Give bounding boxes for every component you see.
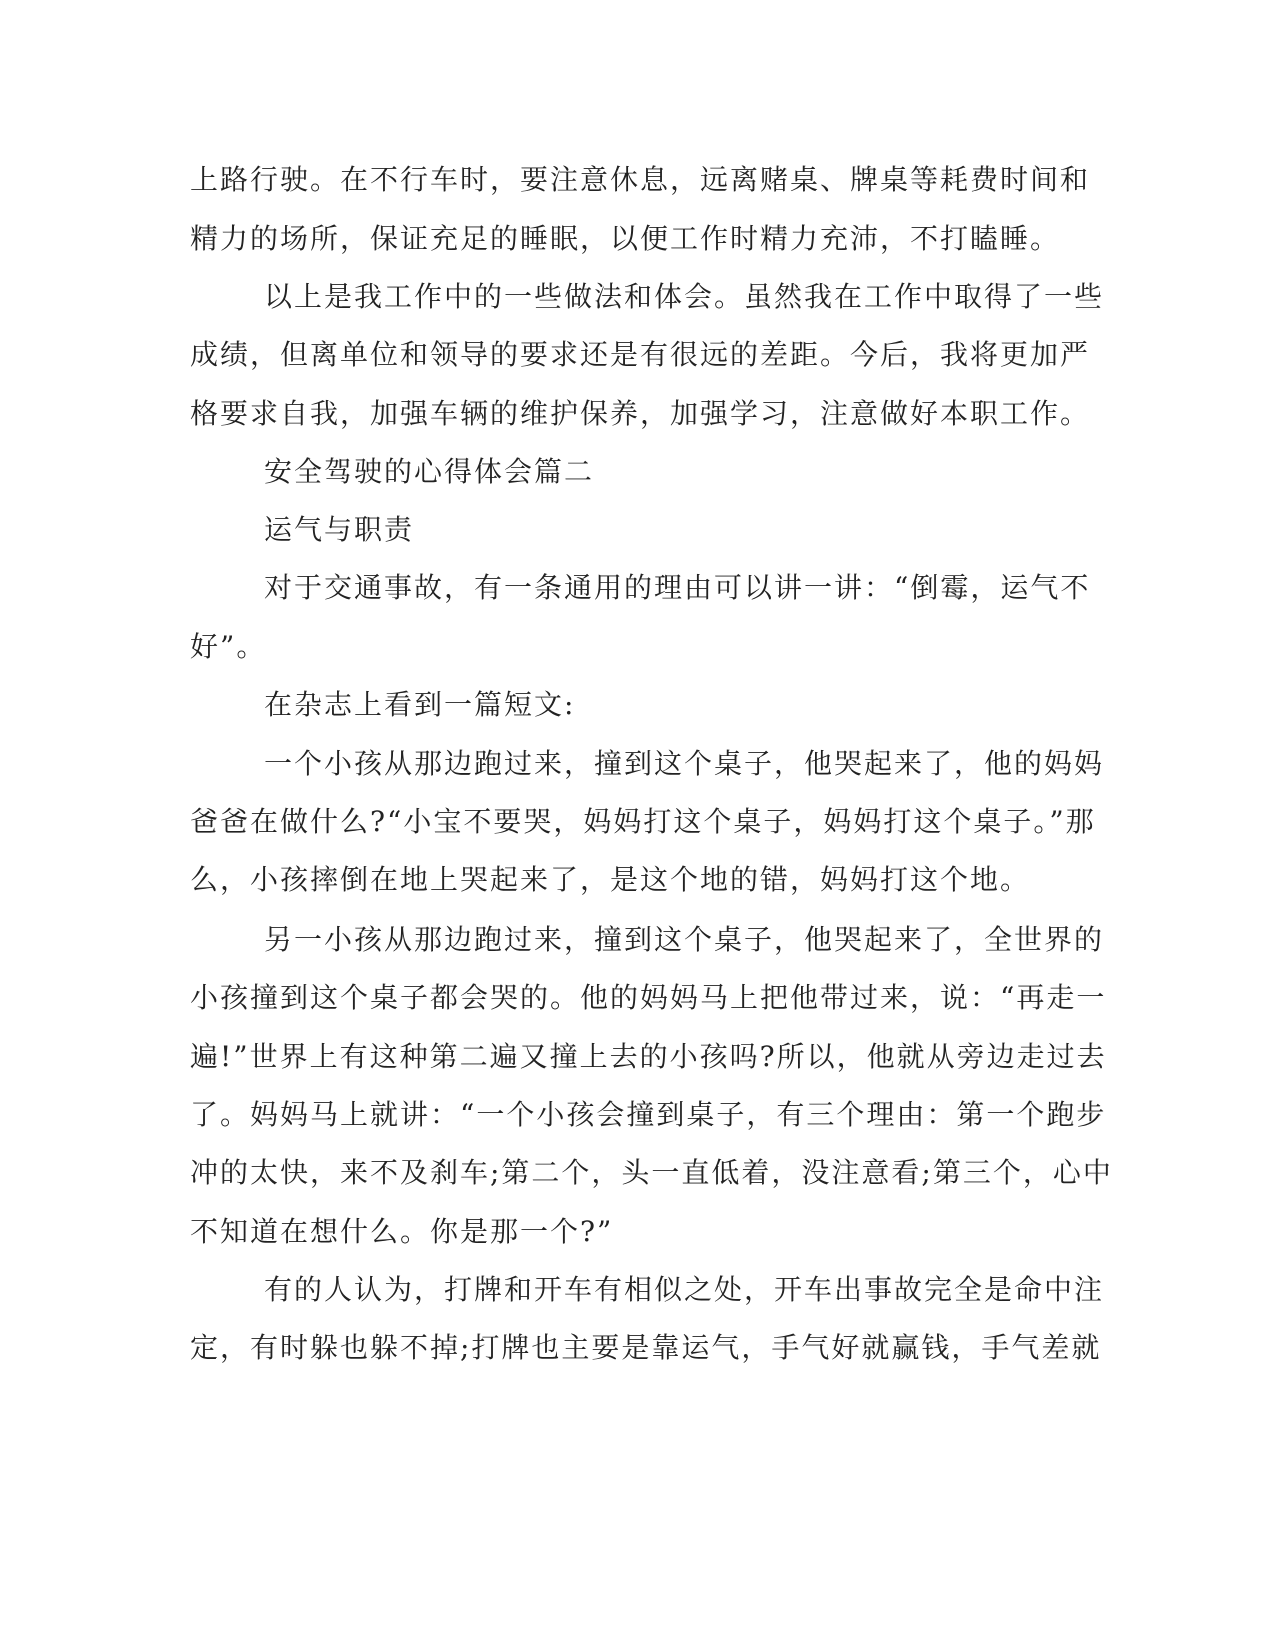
text-line: 成绩，但离单位和领导的要求还是有很远的差距。今后，我将更加严 <box>190 338 1091 371</box>
paragraph-line: 一个小孩从那边跑过来，撞到这个桌子，他哭起来了，他的妈妈 <box>264 747 1105 780</box>
paragraph-line: 另一小孩从那边跑过来，撞到这个桌子，他哭起来了，全世界的 <box>264 923 1105 956</box>
paragraph-line: 以上是我工作中的一些做法和体会。虽然我在工作中取得了一些 <box>264 280 1105 313</box>
text-line: 么，小孩摔倒在地上哭起来了，是这个地的错，妈妈打这个地。 <box>190 863 1031 896</box>
text-line: 格要求自我，加强车辆的维护保养，加强学习，注意做好本职工作。 <box>190 397 1091 430</box>
paragraph-line: 在杂志上看到一篇短文: <box>264 688 576 721</box>
text-line: 爸爸在做什么?“小宝不要哭，妈妈打这个桌子，妈妈打这个桌子。”那 <box>190 805 1096 838</box>
section-subheading: 运气与职责 <box>264 513 415 546</box>
paragraph-line: 有的人认为，打牌和开车有相似之处，开车出事故完全是命中注 <box>264 1273 1105 1306</box>
text-line: 定，有时躲也躲不掉;打牌也主要是靠运气，手气好就赢钱，手气差就 <box>190 1331 1102 1364</box>
text-line: 冲的太快，来不及刹车;第二个，头一直低着，没注意看;第三个，心中 <box>190 1156 1113 1189</box>
paragraph-line: 对于交通事故，有一条通用的理由可以讲一讲：“倒霉，运气不 <box>264 571 1091 604</box>
text-line: 好”。 <box>190 630 267 663</box>
text-line: 不知道在想什么。你是那一个?” <box>190 1215 614 1248</box>
text-line: 小孩撞到这个桌子都会哭的。他的妈妈马上把他带过来，说：“再走一 <box>190 981 1107 1014</box>
section-heading: 安全驾驶的心得体会篇二 <box>264 455 595 488</box>
text-line: 上路行驶。在不行车时，要注意休息，远离赌桌、牌桌等耗费时间和 <box>190 163 1091 196</box>
text-line: 精力的场所，保证充足的睡眠，以便工作时精力充沛，不打瞌睡。 <box>190 222 1061 255</box>
text-line: 了。妈妈马上就讲：“一个小孩会撞到桌子，有三个理由：第一个跑步 <box>190 1098 1107 1131</box>
text-line: 遍!”世界上有这种第二遍又撞上去的小孩吗?所以，他就从旁边走过去 <box>190 1040 1107 1073</box>
